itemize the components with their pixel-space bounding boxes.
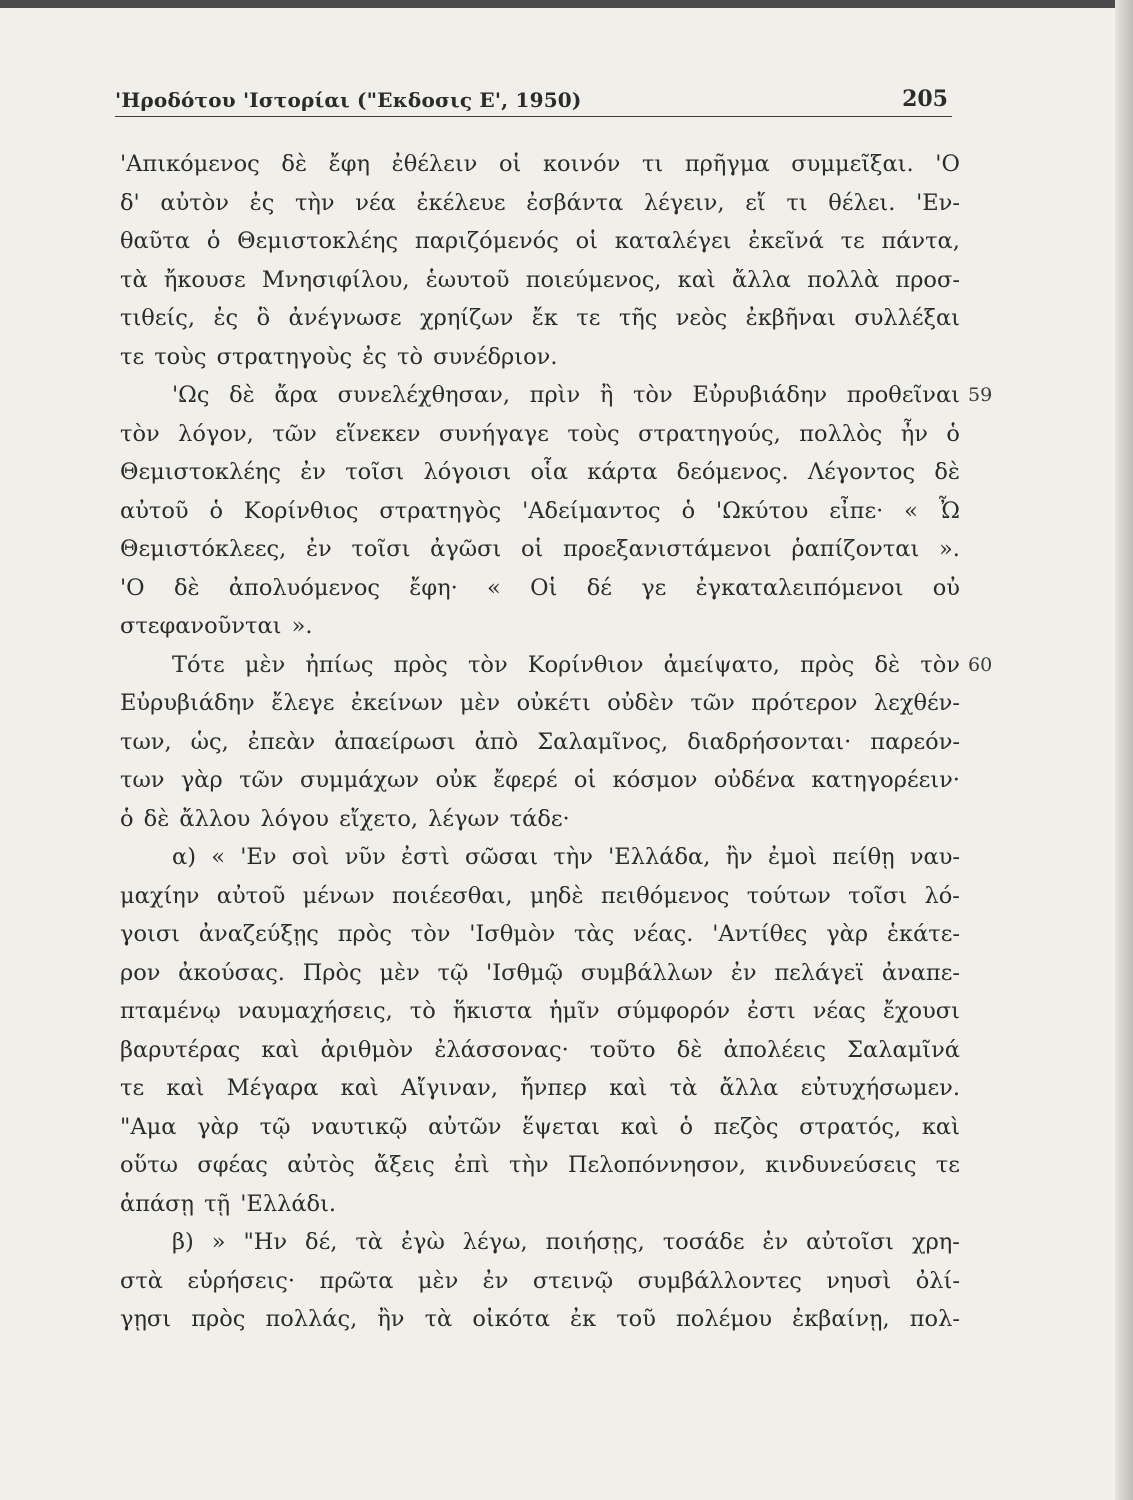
text-line: τιθείς, ἐς ὃ ἀνέγνωσε χρηίζων ἔκ τε τῆς νεὸς ἐκβῆναι συλλέξαι (120, 305, 960, 331)
text-line: "Αμα γὰρ τῷ ναυτικῷ αὐτῶν ἕψεται καὶ ὁ πεζὸς στρατός, καὶ (120, 1113, 960, 1140)
running-title: 'Ηροδότου 'Ιστορίαι ("Εκδοσις Ε', 1950) (115, 88, 582, 112)
text-line: μαχίην αὐτοῦ μένων ποιέεσθαι, μηδὲ πειθόμενος τούτων τοῖσι λό- (120, 882, 960, 909)
margin-section-number: 60 (968, 653, 993, 676)
text-line: δ' αὐτὸν ἐς τὴν νέα ἐκέλευε ἐσβάντα λέγειν, εἴ τι θέλει. 'Εν- (120, 189, 960, 216)
text-line: βαρυτέρας καὶ ἀριθμὸν ἐλάσσονας· τοῦτο δὲ ἀπολέεις Σαλαμῖνά (120, 1036, 960, 1063)
text-line: β) » "Ην δέ, τὰ ἐγὼ λέγω, ποιήσῃς, τοσάδε ἐν αὐτοῖσι χρη- (172, 1229, 960, 1255)
text-line: στὰ εὑρήσεις· πρῶτα μὲν ἐν στεινῷ συμβάλλοντες νηυσὶ ὀλί- (120, 1267, 960, 1294)
text-line: θαῦτα ὁ Θεμιστοκλέης παριζόμενός οἱ καταλέγει ἐκεῖνά τε πάντα, (120, 228, 960, 254)
page-gutter-shadow (1115, 0, 1133, 1500)
text-line: τὰ ἤκουσε Μνησιφίλου, ἑωυτοῦ ποιεύμενος, καὶ ἄλλα πολλὰ προσ- (120, 266, 960, 293)
text-line: Θεμιστόκλεες, ἐν τοῖσι ἀγῶσι οἱ προεξανιστάμενοι ῥαπίζονται ». (120, 536, 960, 562)
text-line: των γὰρ τῶν συμμάχων οὐκ ἔφερέ οἱ κόσμον οὐδένα κατηγορέειν· (120, 767, 960, 793)
text-line: οὕτω σφέας αὐτὸς ἄξεις ἐπὶ τὴν Πελοπόννησον, κινδυνεύσεις τε (120, 1152, 960, 1178)
text-line: Θεμιστοκλέης ἐν τοῖσι λόγοισι οἷα κάρτα δεόμενος. Λέγοντος δὲ (120, 459, 960, 485)
text-line: αὐτοῦ ὁ Κορίνθιος στρατηγὸς 'Αδείμαντος ὁ 'Ωκύτου εἶπε· « Ὦ (120, 497, 960, 524)
text-line: ὁ δὲ ἄλλου λόγου εἴχετο, λέγων τάδε· (120, 805, 570, 832)
running-header (115, 86, 952, 117)
text-line: Εὐρυβιάδην ἔλεγε ἐκείνων μὲν οὐκέτι οὐδὲν τῶν πρότερον λεχθέν- (120, 690, 960, 716)
text-line: πταμένῳ ναυμαχήσεις, τὸ ἥκιστα ἡμῖν σύμφορόν ἐστι νέας ἔχουσι (120, 998, 960, 1024)
text-line: Τότε μὲν ἠπίως πρὸς τὸν Κορίνθιον ἀμείψατο, πρὸς δὲ τὸν 60 (120, 646, 960, 685)
text-line: των, ὡς, ἐπεὰν ἀπαείρωσι ἀπὸ Σαλαμῖνος, διαδρήσονται· παρεόν- (120, 728, 960, 755)
page-number: 205 (902, 86, 948, 112)
text-line: στεφανοῦνται ». (120, 613, 313, 639)
text-line: τε καὶ Μέγαρα καὶ Αἴγιναν, ἤνπερ καὶ τὰ ἄλλα εὐτυχήσωμεν. (120, 1075, 960, 1101)
text-line: 'Ο δὲ ἀπολυόμενος ἔφη· « Οἱ δέ γε ἐγκαταλειπόμενοι οὐ (120, 574, 960, 601)
text-line: 'Απικόμενος δὲ ἔφη ἐθέλειν οἱ κοινόν τι πρῆγμα συμμεῖξαι. 'Ο (120, 151, 960, 177)
text-line: ἁπάσῃ τῇ 'Ελλάδι. (120, 1190, 337, 1217)
text-line: γοισι ἀναζεύξῃς πρὸς τὸν 'Ισθμὸν τὰς νέας. 'Αντίθες γὰρ ἑκάτε- (120, 921, 960, 947)
scan-top-edge (0, 0, 1133, 8)
body-text (120, 145, 993, 1339)
text-line: τε τοὺς στρατηγοὺς ἐς τὸ συνέδριον. (120, 343, 558, 370)
text-line: α) « 'Εν σοὶ νῦν ἐστὶ σῶσαι τὴν 'Ελλάδα, ἢν ἐμοὶ πείθῃ ναυ- (172, 844, 960, 870)
text-line: ρον ἀκούσας. Πρὸς μὲν τῷ 'Ισθμῷ συμβάλλων ἐν πελάγεϊ ἀναπε- (120, 959, 960, 986)
margin-section-number: 59 (968, 384, 993, 406)
text-line: τὸν λόγον, τῶν εἵνεκεν συνήγαγε τοὺς στρατηγούς, πολλὸς ἦν ὁ (120, 420, 960, 447)
text-line: 'Ως δὲ ἄρα συνελέχθησαν, πρὶν ἢ τὸν Εὐρυβιάδην προθεῖναι 59 (120, 376, 960, 415)
text-line: γῃσι πρὸς πολλάς, ἢν τὰ οἰκότα ἐκ τοῦ πολέμου ἐκβαίνῃ, πολ- (120, 1306, 960, 1332)
